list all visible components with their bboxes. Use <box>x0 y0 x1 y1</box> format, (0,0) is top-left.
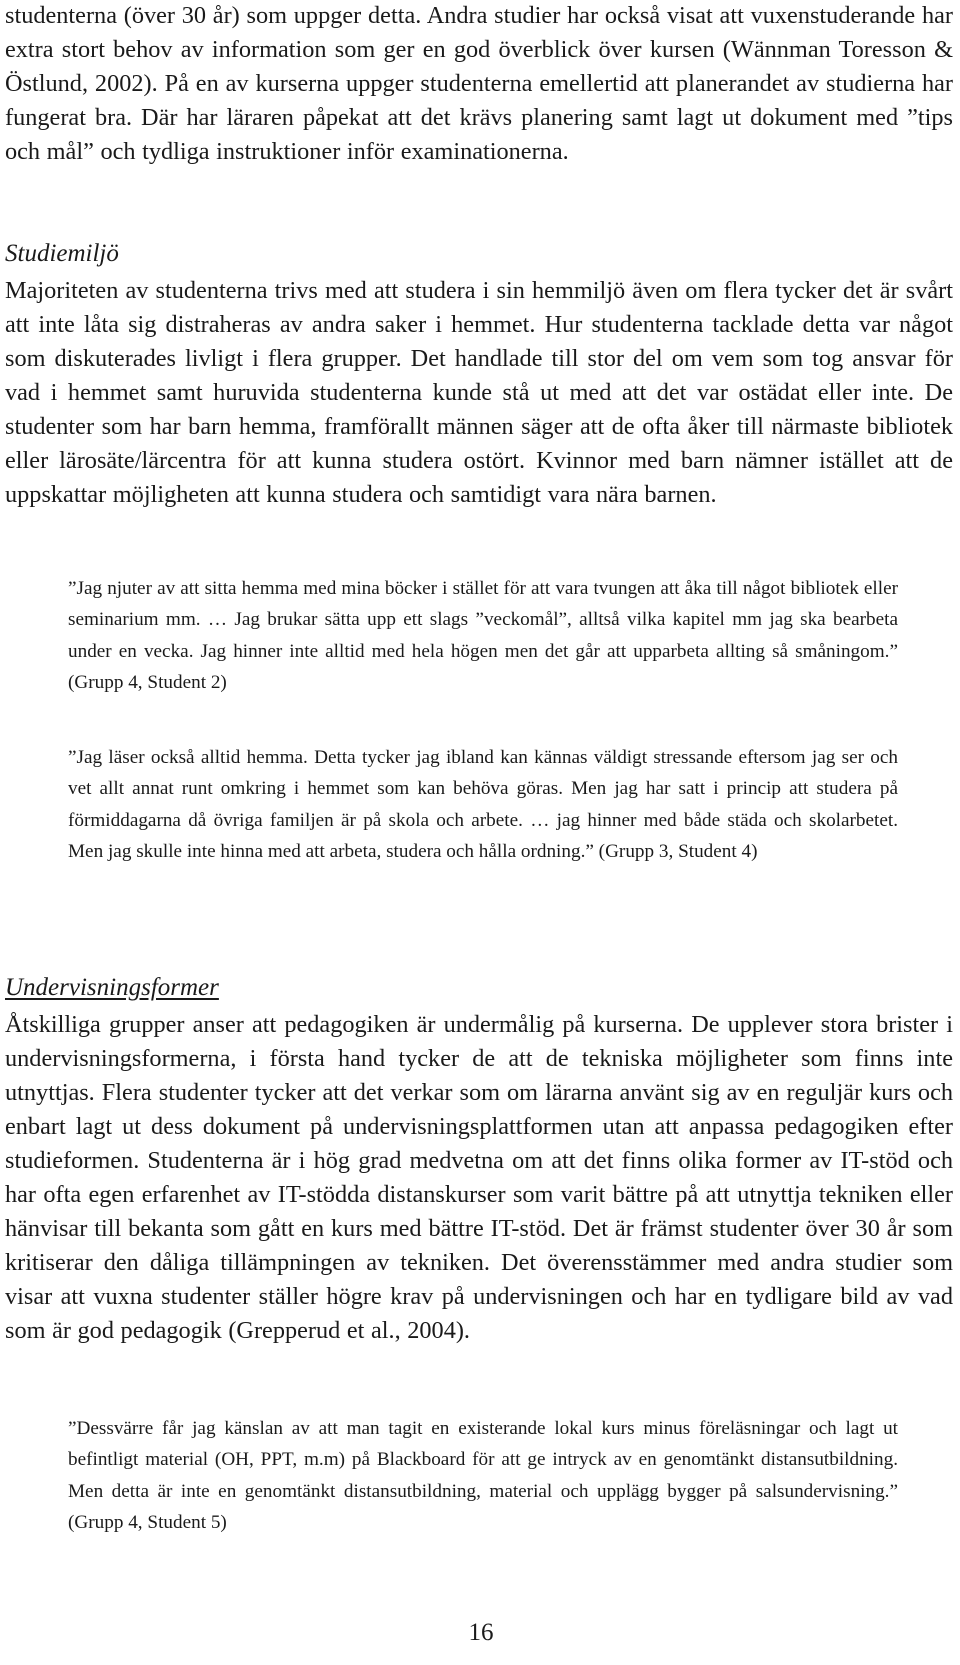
page-number: 16 <box>468 1619 494 1646</box>
studiemiljo-quote-1: ”Jag njuter av att sitta hemma med mina böcker i stället för att vara tvungen att åka till något bibliotek eller seminarium mm. … Jag brukar sätta upp ett slags ”veckomål”, alltså vilka kapitel mm jag ska bearbeta under en vecka. Jag hinner inte alltid med hela högen men det går att upparbeta allting så småningom.” (Grupp 4, Student 2) <box>68 578 898 694</box>
studiemiljo-paragraph: Majoriteten av studenterna trivs med att studera i sin hemmiljö även om flera tycker det är svårt att inte låta sig distraheras av andra saker i hemmet. Hur studenterna tacklade detta var något som diskuterades livligt i flera grupper. Det handlade till stor del om vem som tog ansvar för vad i hemmet samt huruvida studenterna kunde stå ut med att det var ostädat eller inte. De studenter som har barn hemma, framförallt männen säger att de ofta åker till närmaste bibliotek eller lärosäte/lärcentra för att kunna studera ostört. Kvinnor med barn nämner istället att de uppskattar möjligheten att kunna studera och samtidigt vara nära barnen. <box>5 277 953 508</box>
undervisningsformer-paragraph: Åtskilliga grupper anser att pedagogiken är undermålig på kurserna. De upplever stora brister i undervisningsformerna, i första hand tycker de att de tekniska möjligheter som finns inte utnyttjas. Flera studenter tycker att det verkar som om lärarna använt sig av en reguljär kurs och enbart lagt ut dess dokument på undervisningsplattformen utan att anpassa pedagogiken efter studieformen. Studenterna är i hög grad medvetna om att det finns olika former av IT-stöd och har ofta egen erfarenhet av IT-stödda distanskurser som varit bättre på att utnyttja tekniken eller hänvisar till bekanta som gått en kurs med bättre IT-stöd. Det är främst studenter över 30 år som kritiserar den dåliga tillämpningen av tekniken. Det överensstämmer med andra studier som visar att vuxna studenter ställer högre krav på undervisningen och har en tydligare bild av vad som är god pedagogik (Grepperud et al., 2004). <box>5 1011 953 1344</box>
section-heading-undervisningsformer: Undervisningsformer <box>5 974 219 1001</box>
document-page <box>5 0 957 1665</box>
undervisningsformer-quote-1: ”Dessvärre får jag känslan av att man tagit en existerande lokal kurs minus föreläsningar och lagt ut befintligt material (OH, PPT, m.m) på Blackboard för att ge intryck av en genomtänkt distansutbildning. Men detta är inte en genomtänkt distansutbildning, material och upplägg bygger på salsundervisning.” (Grupp 4, Student 5) <box>68 1418 898 1534</box>
studiemiljo-quote-2: ”Jag läser också alltid hemma. Detta tycker jag ibland kan kännas väldigt stressande eftersom jag ser och vet allt annat runt omkring i hemmet som kan behöva göras. Men jag har satt i princip att studera på förmiddagarna då övriga familjen är på skola och arbete. … jag hinner med både städa och skolarbetet. Men jag skulle inte hinna med att arbeta, studera och hålla ordning.” (Grupp 3, Student 4) <box>68 747 898 863</box>
intro-paragraph: studenterna (över 30 år) som uppger detta. Andra studier har också visat att vuxenstuderande har extra stort behov av information som ger en god överblick över kursen (Wännman Toresson & Östlund, 2002). På en av kurserna uppger studenterna emellertid att planerandet av studierna har fungerat bra. Där har läraren påpekat att det krävs planering samt lagt ut dokument med ”tips och mål” och tydliga instruktioner inför examinationerna. <box>5 2 953 165</box>
section-heading-studiemiljo: Studiemiljö <box>5 240 119 267</box>
